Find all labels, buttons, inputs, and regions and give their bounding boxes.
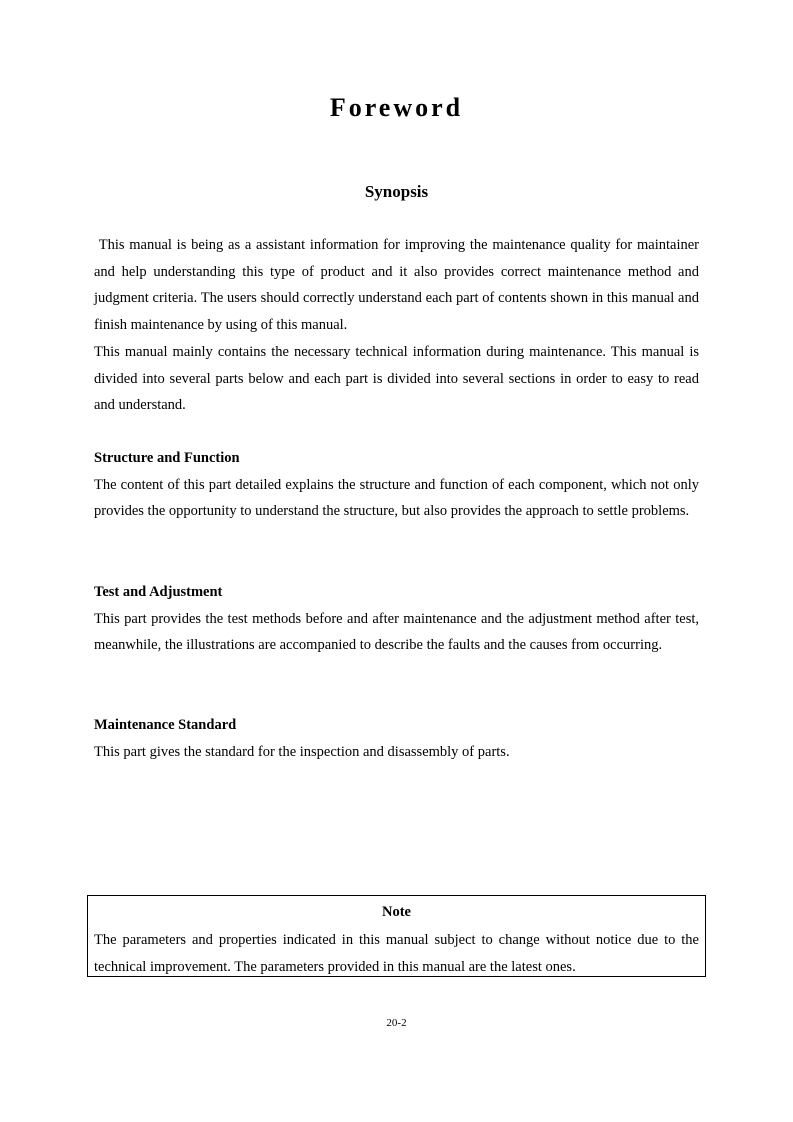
section-heading: Test and Adjustment (94, 584, 223, 600)
section-test-and-adjustment (94, 579, 699, 659)
section-text: The content of this part detailed explains the structure and function of each component, which not only provides the opportunity to understand the structure, but also provides the approach to settle problems. (94, 476, 699, 520)
synopsis-paragraph-2: This manual mainly contains the necessary technical information during maintenance. This manual is divided into several parts below and each part is divided into several sections in order to easy to read and understand. (94, 343, 699, 414)
synopsis-heading: Synopsis (364, 182, 429, 201)
section-structure-and-function (94, 445, 699, 525)
note-text: The parameters and properties indicated in this manual subject to change without notice due to the technical improvement. The parameters provided in this manual are the latest ones. (94, 932, 699, 975)
synopsis-paragraph-1: This manual is being as a assistant information for improving the maintenance quality for maintainer and help understanding this type of product and it also provides correct maintenance method and judgment criteria. The users should correctly understand each part of contents shown in this manual and finish maintenance by using of this manual. (94, 237, 699, 334)
page-title: Foreword (329, 93, 464, 122)
synopsis-body (94, 232, 699, 419)
section-text: This part gives the standard for the inspection and disassembly of parts. (94, 743, 510, 760)
page-number: 20-2 (386, 1017, 407, 1029)
section-heading: Maintenance Standard (94, 717, 237, 733)
section-text: This part provides the test methods before and after maintenance and the adjustment method after test, meanwhile, the illustrations are accompanied to describe the faults and the causes from occurring. (94, 610, 699, 654)
note-title: Note (382, 904, 411, 920)
section-maintenance-standard (94, 712, 699, 765)
section-heading: Structure and Function (94, 450, 240, 466)
note-box (87, 895, 706, 977)
